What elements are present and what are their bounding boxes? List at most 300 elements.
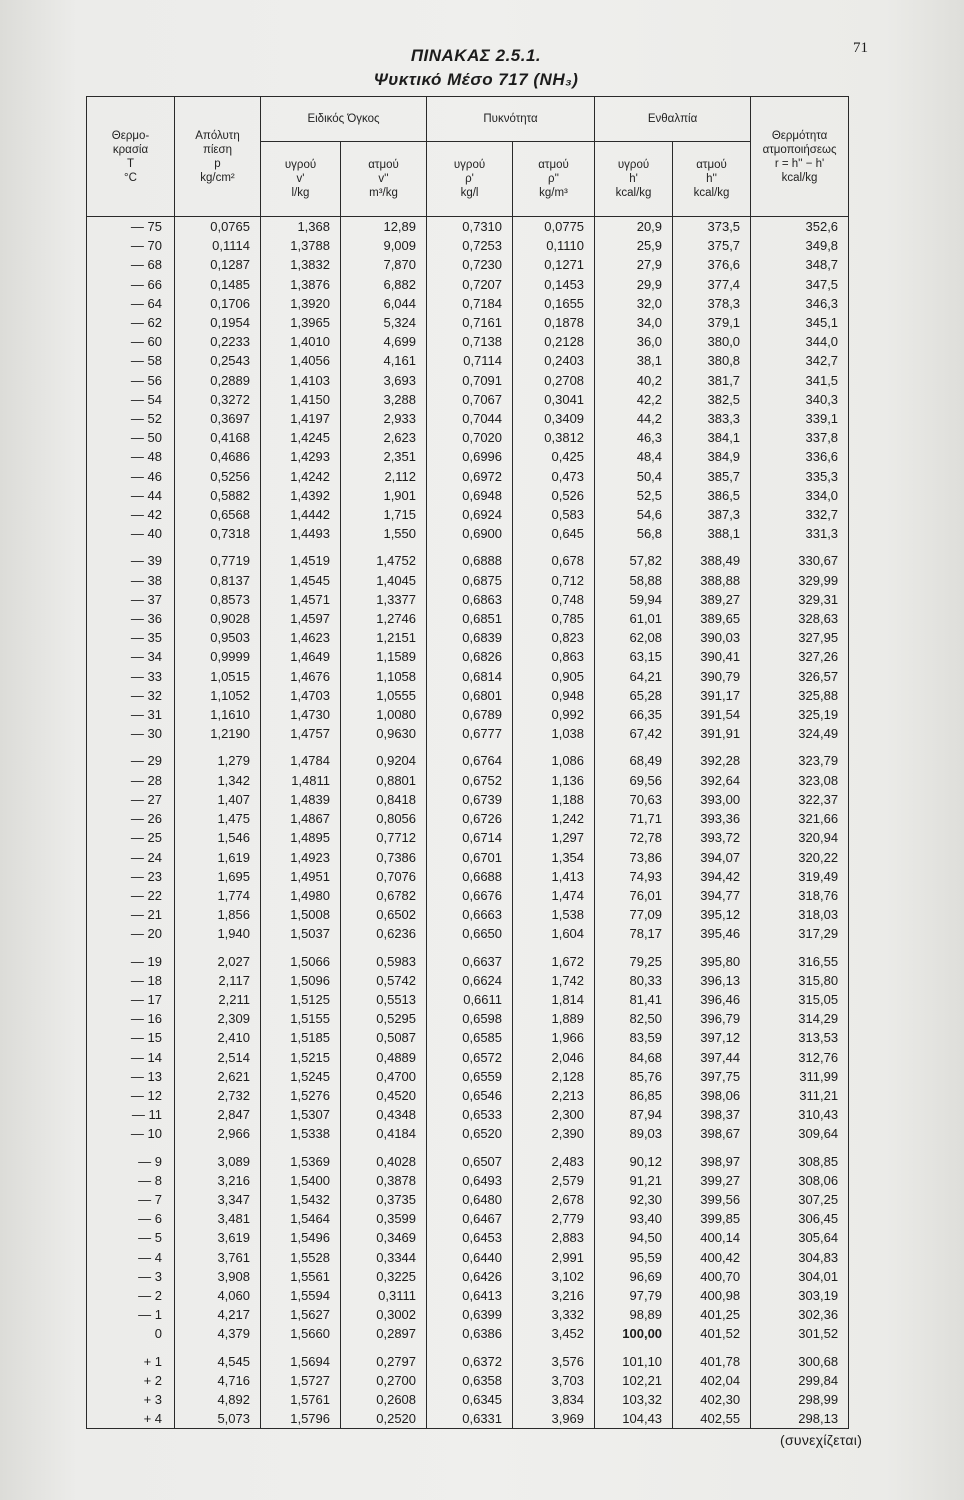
cell-h-vapor: 387,3 [673, 505, 751, 524]
cell-v-vapor: 0,4520 [341, 1086, 427, 1105]
cell-v-vapor: 0,3599 [341, 1209, 427, 1228]
cell-v-vapor: 0,5087 [341, 1028, 427, 1047]
cell-v-liquid: 1,4245 [261, 428, 341, 447]
cell-h-vapor: 402,04 [673, 1371, 751, 1390]
cell-h-liquid: 68,49 [595, 751, 673, 770]
cell-latent-heat: 325,19 [751, 705, 849, 724]
cell-h-liquid: 50,4 [595, 467, 673, 486]
cell-rho-vapor: 0,0775 [513, 217, 595, 237]
cell-latent-heat: 321,66 [751, 809, 849, 828]
cell-h-liquid: 20,9 [595, 217, 673, 237]
cell-rho-liquid: 0,6413 [427, 1286, 513, 1305]
cell-rho-vapor: 0,2708 [513, 371, 595, 390]
table-row [87, 571, 849, 590]
cell-latent-heat: 313,53 [751, 1028, 849, 1047]
cell-rho-vapor: 0,3041 [513, 390, 595, 409]
table-row [87, 1390, 849, 1409]
cell-rho-vapor: 1,188 [513, 790, 595, 809]
cell-latent-heat: 312,76 [751, 1048, 849, 1067]
table-row [87, 1105, 849, 1124]
cell-rho-vapor: 0,3409 [513, 409, 595, 428]
cell-latent-heat: 337,8 [751, 428, 849, 447]
table-row [87, 236, 849, 255]
cell-rho-vapor: 2,991 [513, 1248, 595, 1267]
cell-temperature: — 58 [87, 351, 175, 370]
spacer-cell [751, 1344, 849, 1352]
table-row [87, 1209, 849, 1228]
cell-h-vapor: 394,07 [673, 848, 751, 867]
table-row [87, 217, 849, 237]
cell-rho-liquid: 0,6688 [427, 867, 513, 886]
cell-temperature: — 62 [87, 313, 175, 332]
cell-pressure: 2,211 [175, 990, 261, 1009]
cell-pressure: 4,716 [175, 1371, 261, 1390]
cell-pressure: 2,847 [175, 1105, 261, 1124]
cell-temperature: — 28 [87, 771, 175, 790]
spacer-cell [427, 1344, 513, 1352]
table-row [87, 1305, 849, 1324]
spacer-cell [175, 1144, 261, 1152]
cell-h-vapor: 391,17 [673, 686, 751, 705]
cell-v-vapor: 0,6782 [341, 886, 427, 905]
cell-rho-vapor: 2,300 [513, 1105, 595, 1124]
cell-v-vapor: 0,3878 [341, 1171, 427, 1190]
cell-latent-heat: 332,7 [751, 505, 849, 524]
spacer-cell [513, 543, 595, 551]
spacer-cell [261, 1144, 341, 1152]
cell-rho-vapor: 1,086 [513, 751, 595, 770]
cell-temperature: — 10 [87, 1124, 175, 1143]
cell-rho-vapor: 0,526 [513, 486, 595, 505]
cell-v-vapor: 3,288 [341, 390, 427, 409]
spacer-cell [261, 1344, 341, 1352]
cell-temperature: — 40 [87, 524, 175, 543]
spacer-cell [87, 1344, 175, 1352]
cell-rho-vapor: 1,297 [513, 828, 595, 847]
group-spacer [87, 543, 849, 551]
cell-v-vapor: 4,161 [341, 351, 427, 370]
cell-h-liquid: 46,3 [595, 428, 673, 447]
cell-pressure: 2,410 [175, 1028, 261, 1047]
cell-pressure: 0,3697 [175, 409, 261, 428]
cell-v-liquid: 1,4676 [261, 667, 341, 686]
cell-latent-heat: 317,29 [751, 924, 849, 943]
cell-pressure: 1,940 [175, 924, 261, 943]
cell-v-vapor: 0,3469 [341, 1228, 427, 1247]
cell-pressure: 1,342 [175, 771, 261, 790]
table-row [87, 971, 849, 990]
spacer-cell [341, 1344, 427, 1352]
cell-temperature: — 25 [87, 828, 175, 847]
cell-h-vapor: 399,85 [673, 1209, 751, 1228]
cell-h-vapor: 393,36 [673, 809, 751, 828]
cell-v-liquid: 1,4056 [261, 351, 341, 370]
header-h-vapor: ατμού h'' kcal/kg [673, 142, 751, 217]
cell-v-liquid: 1,4951 [261, 867, 341, 886]
cell-latent-heat: 309,64 [751, 1124, 849, 1143]
cell-rho-vapor: 1,538 [513, 905, 595, 924]
cell-rho-vapor: 1,474 [513, 886, 595, 905]
cell-latent-heat: 339,1 [751, 409, 849, 428]
table-row [87, 628, 849, 647]
cell-h-vapor: 380,8 [673, 351, 751, 370]
spacer-cell [427, 743, 513, 751]
cell-rho-liquid: 0,6372 [427, 1352, 513, 1371]
cell-pressure: 1,407 [175, 790, 261, 809]
table-row [87, 332, 849, 351]
cell-pressure: 1,475 [175, 809, 261, 828]
cell-h-vapor: 402,55 [673, 1409, 751, 1429]
spacer-cell [175, 743, 261, 751]
cell-v-liquid: 1,4839 [261, 790, 341, 809]
cell-rho-vapor: 2,213 [513, 1086, 595, 1105]
cell-pressure: 3,761 [175, 1248, 261, 1267]
cell-h-vapor: 373,5 [673, 217, 751, 237]
cell-latent-heat: 299,84 [751, 1371, 849, 1390]
cell-latent-heat: 335,3 [751, 467, 849, 486]
table-row [87, 867, 849, 886]
cell-v-liquid: 1,4103 [261, 371, 341, 390]
cell-temperature: — 29 [87, 751, 175, 770]
cell-v-vapor: 1,2746 [341, 609, 427, 628]
table-header [87, 97, 849, 217]
cell-temperature: — 60 [87, 332, 175, 351]
cell-h-vapor: 395,46 [673, 924, 751, 943]
cell-rho-liquid: 0,7253 [427, 236, 513, 255]
cell-h-vapor: 393,72 [673, 828, 751, 847]
cell-h-liquid: 57,82 [595, 551, 673, 570]
cell-h-vapor: 401,78 [673, 1352, 751, 1371]
cell-h-vapor: 389,27 [673, 590, 751, 609]
cell-v-vapor: 0,5742 [341, 971, 427, 990]
cell-latent-heat: 340,3 [751, 390, 849, 409]
cell-h-vapor: 388,49 [673, 551, 751, 570]
cell-rho-liquid: 0,6624 [427, 971, 513, 990]
cell-rho-liquid: 0,6764 [427, 751, 513, 770]
cell-rho-vapor: 0,1271 [513, 255, 595, 274]
cell-v-liquid: 1,5660 [261, 1324, 341, 1343]
cell-rho-liquid: 0,6972 [427, 467, 513, 486]
table-row [87, 686, 849, 705]
cell-v-liquid: 1,5561 [261, 1267, 341, 1286]
spacer-cell [175, 944, 261, 952]
table-row [87, 886, 849, 905]
cell-pressure: 0,3272 [175, 390, 261, 409]
header-latent-heat: Θερμότητα ατμοποιήσεως r = h'' − h' kcal/kg [751, 97, 849, 217]
cell-latent-heat: 330,67 [751, 551, 849, 570]
cell-v-liquid: 1,4493 [261, 524, 341, 543]
cell-h-vapor: 397,12 [673, 1028, 751, 1047]
cell-rho-liquid: 0,6637 [427, 952, 513, 971]
cell-pressure: 0,9028 [175, 609, 261, 628]
spacer-cell [595, 543, 673, 551]
cell-latent-heat: 345,1 [751, 313, 849, 332]
cell-temperature: — 2 [87, 1286, 175, 1305]
cell-pressure: 0,5256 [175, 467, 261, 486]
cell-rho-vapor: 0,583 [513, 505, 595, 524]
table-row [87, 1048, 849, 1067]
cell-latent-heat: 302,36 [751, 1305, 849, 1324]
cell-latent-heat: 298,13 [751, 1409, 849, 1429]
cell-temperature: — 18 [87, 971, 175, 990]
cell-temperature: — 8 [87, 1171, 175, 1190]
cell-rho-vapor: 3,332 [513, 1305, 595, 1324]
spacer-cell [751, 743, 849, 751]
cell-h-liquid: 76,01 [595, 886, 673, 905]
cell-rho-liquid: 0,7138 [427, 332, 513, 351]
cell-v-vapor: 0,5513 [341, 990, 427, 1009]
table-row [87, 275, 849, 294]
cell-pressure: 1,1610 [175, 705, 261, 724]
cell-pressure: 1,1052 [175, 686, 261, 705]
cell-rho-vapor: 0,2403 [513, 351, 595, 370]
cell-temperature: — 44 [87, 486, 175, 505]
cell-temperature: — 7 [87, 1190, 175, 1209]
cell-rho-vapor: 3,576 [513, 1352, 595, 1371]
cell-v-vapor: 2,933 [341, 409, 427, 428]
cell-h-vapor: 388,1 [673, 524, 751, 543]
cell-temperature: — 21 [87, 905, 175, 924]
cell-rho-vapor: 0,748 [513, 590, 595, 609]
cell-latent-heat: 334,0 [751, 486, 849, 505]
cell-rho-vapor: 0,3812 [513, 428, 595, 447]
header-pressure: Απόλυτη πίεση p kg/cm² [175, 97, 261, 217]
cell-v-vapor: 0,2608 [341, 1390, 427, 1409]
cell-rho-vapor: 1,354 [513, 848, 595, 867]
cell-rho-liquid: 0,6546 [427, 1086, 513, 1105]
cell-latent-heat: 304,83 [751, 1248, 849, 1267]
cell-temperature: — 54 [87, 390, 175, 409]
cell-pressure: 0,7318 [175, 524, 261, 543]
cell-pressure: 4,060 [175, 1286, 261, 1305]
page-number: 71 [853, 40, 868, 56]
cell-temperature: — 50 [87, 428, 175, 447]
cell-h-liquid: 52,5 [595, 486, 673, 505]
table-row [87, 294, 849, 313]
cell-h-liquid: 56,8 [595, 524, 673, 543]
cell-v-vapor: 3,693 [341, 371, 427, 390]
table-row [87, 809, 849, 828]
cell-h-liquid: 97,79 [595, 1286, 673, 1305]
cell-h-liquid: 25,9 [595, 236, 673, 255]
cell-v-vapor: 0,3002 [341, 1305, 427, 1324]
cell-pressure: 1,546 [175, 828, 261, 847]
cell-rho-vapor: 2,046 [513, 1048, 595, 1067]
cell-latent-heat: 308,06 [751, 1171, 849, 1190]
cell-h-vapor: 382,5 [673, 390, 751, 409]
table-row [87, 990, 849, 1009]
cell-latent-heat: 348,7 [751, 255, 849, 274]
cell-v-vapor: 1,4752 [341, 551, 427, 570]
cell-v-liquid: 1,4867 [261, 809, 341, 828]
cell-h-vapor: 401,52 [673, 1324, 751, 1343]
cell-v-liquid: 1,4623 [261, 628, 341, 647]
cell-h-vapor: 401,25 [673, 1305, 751, 1324]
cell-temperature: — 27 [87, 790, 175, 809]
cell-h-liquid: 36,0 [595, 332, 673, 351]
cell-h-vapor: 386,5 [673, 486, 751, 505]
spacer-cell [595, 944, 673, 952]
cell-latent-heat: 329,99 [751, 571, 849, 590]
cell-v-liquid: 1,5037 [261, 924, 341, 943]
cell-rho-vapor: 3,102 [513, 1267, 595, 1286]
cell-temperature: — 5 [87, 1228, 175, 1247]
cell-rho-liquid: 0,6440 [427, 1248, 513, 1267]
cell-pressure: 2,309 [175, 1009, 261, 1028]
cell-rho-liquid: 0,6453 [427, 1228, 513, 1247]
cell-latent-heat: 304,01 [751, 1267, 849, 1286]
cell-v-vapor: 0,4700 [341, 1067, 427, 1086]
table-row [87, 1124, 849, 1143]
cell-rho-liquid: 0,6789 [427, 705, 513, 724]
spacer-cell [175, 543, 261, 551]
cell-pressure: 4,545 [175, 1352, 261, 1371]
cell-v-vapor: 1,3377 [341, 590, 427, 609]
cell-h-liquid: 102,21 [595, 1371, 673, 1390]
cell-v-liquid: 1,5276 [261, 1086, 341, 1105]
cell-h-liquid: 96,69 [595, 1267, 673, 1286]
cell-rho-vapor: 3,969 [513, 1409, 595, 1429]
cell-v-vapor: 0,4889 [341, 1048, 427, 1067]
header-h-liquid: υγρού h' kcal/kg [595, 142, 673, 217]
cell-rho-vapor: 3,216 [513, 1286, 595, 1305]
cell-h-liquid: 69,56 [595, 771, 673, 790]
cell-v-liquid: 1,5464 [261, 1209, 341, 1228]
cell-temperature: — 75 [87, 217, 175, 237]
table-row [87, 1248, 849, 1267]
cell-temperature: + 1 [87, 1352, 175, 1371]
cell-rho-vapor: 0,1453 [513, 275, 595, 294]
table-row [87, 905, 849, 924]
cell-pressure: 0,8137 [175, 571, 261, 590]
cell-h-vapor: 378,3 [673, 294, 751, 313]
cell-temperature: — 3 [87, 1267, 175, 1286]
cell-v-vapor: 9,009 [341, 236, 427, 255]
cell-rho-vapor: 3,452 [513, 1324, 595, 1343]
cell-h-liquid: 42,2 [595, 390, 673, 409]
group-spacer [87, 944, 849, 952]
cell-v-liquid: 1,4392 [261, 486, 341, 505]
spacer-cell [87, 1144, 175, 1152]
cell-v-vapor: 1,901 [341, 486, 427, 505]
cell-rho-vapor: 0,1878 [513, 313, 595, 332]
header-v-vapor: ατμού v'' m³/kg [341, 142, 427, 217]
cell-pressure: 0,6568 [175, 505, 261, 524]
cell-latent-heat: 324,49 [751, 724, 849, 743]
cell-h-vapor: 388,88 [673, 571, 751, 590]
cell-temperature: — 6 [87, 1209, 175, 1228]
cell-h-liquid: 81,41 [595, 990, 673, 1009]
cell-h-liquid: 101,10 [595, 1352, 673, 1371]
cell-h-vapor: 375,7 [673, 236, 751, 255]
cell-rho-liquid: 0,6777 [427, 724, 513, 743]
cell-v-liquid: 1,5400 [261, 1171, 341, 1190]
cell-latent-heat: 305,64 [751, 1228, 849, 1247]
cell-temperature: — 16 [87, 1009, 175, 1028]
cell-temperature: + 2 [87, 1371, 175, 1390]
cell-v-liquid: 1,5796 [261, 1409, 341, 1429]
cell-temperature: — 32 [87, 686, 175, 705]
spacer-cell [427, 944, 513, 952]
cell-pressure: 1,619 [175, 848, 261, 867]
cell-h-vapor: 396,79 [673, 1009, 751, 1028]
cell-temperature: — 42 [87, 505, 175, 524]
cell-h-liquid: 48,4 [595, 447, 673, 466]
cell-rho-liquid: 0,7114 [427, 351, 513, 370]
cell-temperature: — 66 [87, 275, 175, 294]
cell-latent-heat: 318,76 [751, 886, 849, 905]
spacer-cell [673, 543, 751, 551]
table-row [87, 486, 849, 505]
cell-h-vapor: 390,79 [673, 667, 751, 686]
table-row [87, 828, 849, 847]
cell-pressure: 0,8573 [175, 590, 261, 609]
cell-h-vapor: 397,75 [673, 1067, 751, 1086]
cell-temperature: — 31 [87, 705, 175, 724]
spacer-cell [87, 543, 175, 551]
cell-latent-heat: 325,88 [751, 686, 849, 705]
cell-latent-heat: 323,79 [751, 751, 849, 770]
cell-latent-heat: 318,03 [751, 905, 849, 924]
cell-pressure: 0,1114 [175, 236, 261, 255]
cell-v-liquid: 1,5215 [261, 1048, 341, 1067]
cell-rho-vapor: 3,834 [513, 1390, 595, 1409]
cell-v-liquid: 1,4923 [261, 848, 341, 867]
cell-v-vapor: 2,351 [341, 447, 427, 466]
cell-temperature: — 36 [87, 609, 175, 628]
header-enthalpy: Ενθαλπία [595, 97, 751, 142]
cell-pressure: 2,966 [175, 1124, 261, 1143]
cell-rho-liquid: 0,6559 [427, 1067, 513, 1086]
cell-h-liquid: 94,50 [595, 1228, 673, 1247]
cell-v-liquid: 1,4010 [261, 332, 341, 351]
spacer-cell [751, 944, 849, 952]
cell-h-liquid: 61,01 [595, 609, 673, 628]
cell-pressure: 2,732 [175, 1086, 261, 1105]
cell-h-liquid: 80,33 [595, 971, 673, 990]
cell-rho-liquid: 0,6875 [427, 571, 513, 590]
cell-latent-heat: 331,3 [751, 524, 849, 543]
cell-pressure: 0,1485 [175, 275, 261, 294]
cell-latent-heat: 311,99 [751, 1067, 849, 1086]
cell-latent-heat: 327,26 [751, 647, 849, 666]
cell-temperature: — 12 [87, 1086, 175, 1105]
cell-rho-liquid: 0,6467 [427, 1209, 513, 1228]
cell-rho-vapor: 2,779 [513, 1209, 595, 1228]
table-row [87, 467, 849, 486]
cell-rho-liquid: 0,6851 [427, 609, 513, 628]
cell-pressure: 3,908 [175, 1267, 261, 1286]
cell-rho-liquid: 0,6650 [427, 924, 513, 943]
cell-pressure: 0,0765 [175, 217, 261, 237]
cell-rho-vapor: 0,2128 [513, 332, 595, 351]
table-row [87, 667, 849, 686]
cell-latent-heat: 322,37 [751, 790, 849, 809]
cell-pressure: 1,2190 [175, 724, 261, 743]
cell-h-liquid: 78,17 [595, 924, 673, 943]
cell-v-vapor: 0,2797 [341, 1352, 427, 1371]
table-row [87, 255, 849, 274]
table-row [87, 351, 849, 370]
cell-v-liquid: 1,3965 [261, 313, 341, 332]
cell-latent-heat: 342,7 [751, 351, 849, 370]
cell-pressure: 0,1706 [175, 294, 261, 313]
cell-v-liquid: 1,4649 [261, 647, 341, 666]
cell-temperature: — 30 [87, 724, 175, 743]
cell-v-liquid: 1,3920 [261, 294, 341, 313]
table-row [87, 609, 849, 628]
cell-rho-liquid: 0,6386 [427, 1324, 513, 1343]
